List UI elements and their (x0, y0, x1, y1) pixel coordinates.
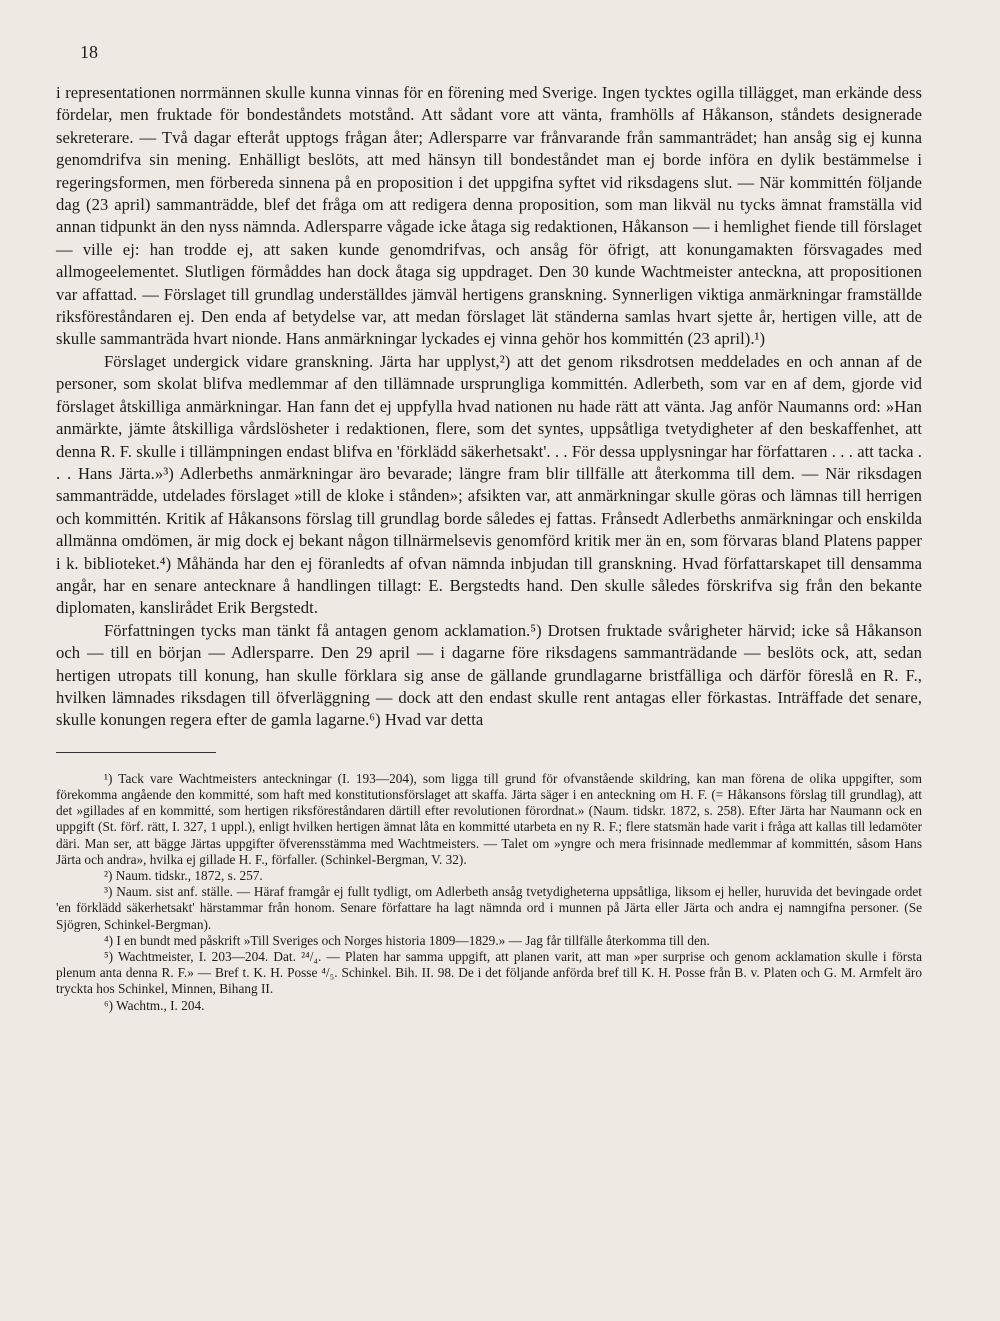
footnote: ⁴) I en bundt med påskrift »Till Sveriges och Norges historia 1809—1829.» — Jag får tillfälle återkomma till den. (104, 932, 710, 948)
footnote: ⁵) Wachtmeister, I. 203—204. Dat. ²⁴/₄. — Platen har samma uppgift, att planen varit, att man »per surprise och genom acklamation skulle i första plenum anta denna R. F.» — Bref t. K. H. Posse ⁴/₅. Schinkel. Bih. II. 98. De i det följande anförda bref till K. H. Posse från B. v. Platen och G. M. Armfelt äro tryckta hos Schinkel, Minnen, Bihang II. (56, 949, 922, 997)
footnote: ⁶) Wachtm., I. 204. (104, 997, 205, 1013)
paragraph: Författningen tycks man tänkt få antagen genom acklamation.⁵) Drotsen fruktade svårigheter härvid; icke så Håkanson och — till en början — Adlersparre. Den 29 april — i dagarne före riksdagens sammanträdande — beslöts ock, att, sedan hertigen utropats till konung, han skulle förklara sig anse de gällande grundlagarne bristfälliga och därför föreslå en R. F., hvilken lämnades riksdagen till öfverläggning — dock att den endast skulle rent antagas eller förkastas. Inträffade det senare, skulle konungen regera efter de gamla lagarne.⁶) Hvad var detta (56, 620, 922, 730)
footnote-divider (56, 752, 216, 753)
paragraph: i representationen norrmännen skulle kunna vinnas för en förening med Sverige. Ingen tycktes ogilla tillägget, man erkände dess fördelar, men fruktade för bondeståndets motstånd. Att sådant vore att vänta, framhölls af Håkanson, ståndets designerade sekreterare. — Två dagar efteråt upptogs frågan åter; Adlersparre var frånvarande från sammanträdet; han ansåg sig ej kunna genomdrifva sin mening. Enhälligt beslöts, att med hänsyn till bondeståndet man ej borde införa en dylik bestämmelse i regeringsformen, men förbereda sinnena på en proposition i det uppgifna syftet vid riksdagens slut. — När kommittén följande dag (23 april) sammanträdde, blef det fråga om att redigera denna proposition, som man likväl nu tycks ämnat framställa vid annan tidpunkt än den nyss nämnda. Adlersparre vågade icke åtaga sig redaktionen, Håkanson — i hemlighet fiende till förslaget — ville ej: han trodde ej, att saken kunde genomdrifvas, och ansåg för öfrigt, att konungamakten försvagades med allmogeelementet. Slutligen förmåddes han dock åtaga sig uppdraget. Den 30 kunde Wachtmeister anteckna, att propositionen var affattad. — Förslaget till grundlag underställdes jämväl hertigens granskning. Synnerligen viktiga anmärkningar framställde riksföreståndaren ej. Den enda af betydelse var, att medan förslaget lät ständerna samlas hvart sjette år, hertigen ville, att de skulle sammanträda hvart nionde. Hans anmärkningar lyckades ej vinna gehör hos kommittén (23 april).¹) (56, 83, 922, 349)
footnote: ¹) Tack vare Wachtmeisters anteckningar (I. 193—204), som ligga till grund för ofvanstående skildring, kan man förena de olika uppgifter, som förekomma angående den kommitté, som haft med konstitutionsförslaget att skaffa. Järta säger i en anteckning om H. F. (= Håkansons förslag till grundlag), att det »gillades af en kommitté, som hertigen riksföreståndaren därtill efter revolutionen förordnat.» (Naum. tidskr. 1872, s. 258). Efter Järta har Naumann ock en uppgift (St. förf. rätt, I. 327, 1 uppl.), enligt hvilken hertigen ämnat låta en kommitté utarbeta en ny R. F.; flere statsmän hade varit i fråga att kallas till ledamöter däri. Man ser, att bägge Järtas uppgifter öfverensstämma med Wachtmeisters. — Talet om »yngre och mera frisinnade medlemmar af kommittén, såsom Hans Järta och andra», hvilka ej gillade H. F., förfaller. (Schinkel-Bergman, V. 32). (56, 770, 922, 867)
body-text (56, 82, 922, 732)
paragraph: Förslaget undergick vidare granskning. Järta har upplyst,²) att det genom riksdrotsen meddelades en och annan af de personer, som skolat blifva medlemmar af den tillämnade ursprungliga kommittén. Adlerbeth, som var en af dem, gjorde vid förslaget åtskilliga anmärkningar. Han fann det ej uppfylla hvad nationen nu hade rätt att vänta. Jag anför Naumanns ord: »Han anmärkte, jämte åtskilliga vårdslösheter i redaktionen, flere, som det syntes, uppsåtliga tvetydigheter af den beskaffenhet, att denna R. F. skulle i tillämpningen endast blifva en 'förklädd säkerhetsakt'. . . För dessa upplysningar har författaren . . . att tacka . . . Hans Järta.»³) Adlerbeths anmärkningar äro bevarade; längre fram blir tillfälle att återkomma till dem. — När riksdagen sammanträdde, utdelades förslaget »till de kloke i stånden»; afsikten var, att anmärkningar skulle göras och lämnas till herrigen och kommittén. Kritik af Håkansons förslag till grundlag borde således ej fattas. Frånsedt Adlerbeths anmärkningar och enskilda allmänna omdömen, är mig dock ej bekant någon tillnärmelsevis genomförd kritik mer än en, som förvaras bland Platens papper i k. biblioteket.⁴) Måhända har den ej föranledts af ofvan nämnda inbjudan till granskning. Hvad författarskapet till densamma angår, har en senare antecknare å handlingen tillagt: E. Bergstedts hand. Den skulle således förskrifva sig från den bekante diplomaten, kanslirådet Erik Bergstedt. (56, 351, 922, 618)
footnote: ²) Naum. tidskr., 1872, s. 257. (104, 868, 263, 883)
footnotes (56, 771, 922, 1014)
footnote: ³) Naum. sist anf. ställe. — Häraf framgår ej fullt tydligt, om Adlerbeth ansåg tvetydigheterna uppsåtliga, liksom ej heller, huruvida det bevingade ordet 'en förklädd säkerhetsakt' härstammar från honom. Senare författare ha lagt nämnda ord i munnen på Järta eller Järta och andra ej namngifna personer. (Se Sjögren, Schinkel-Bergman). (56, 884, 922, 932)
page-number: 18 (80, 42, 98, 62)
